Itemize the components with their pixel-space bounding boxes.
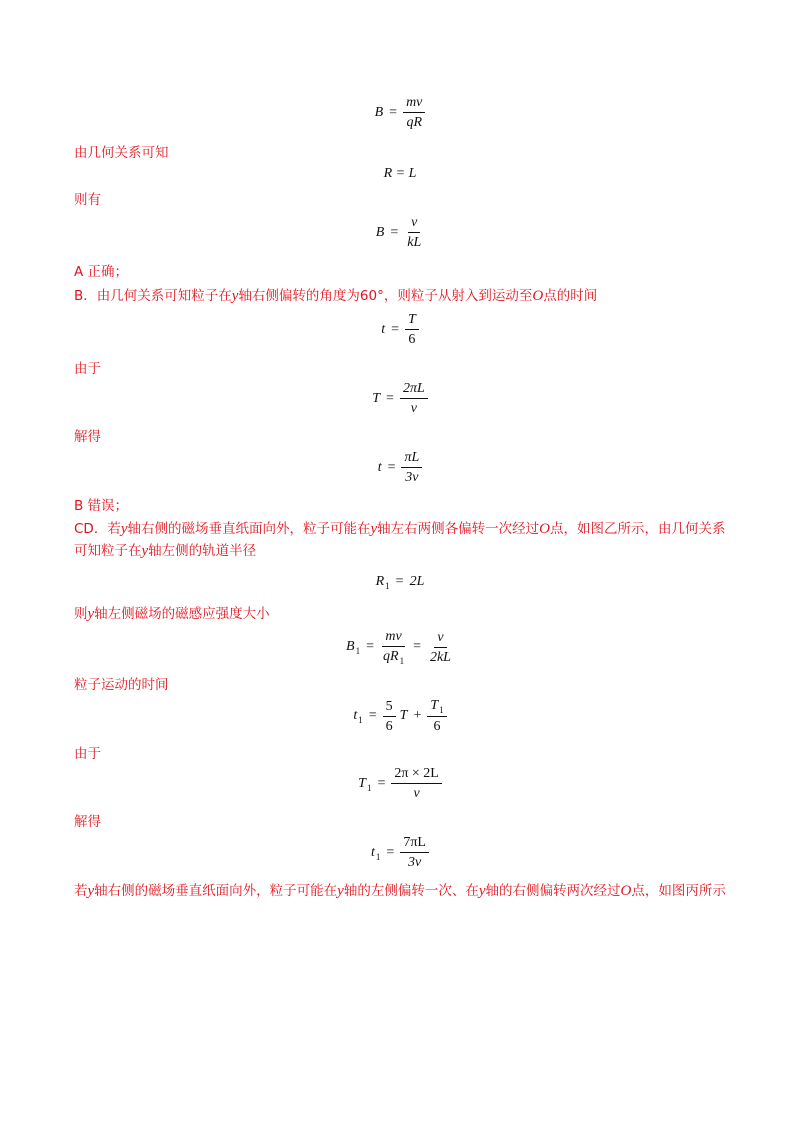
eq-operator: =: [391, 321, 399, 337]
fraction-numerator: 7πL: [400, 834, 429, 853]
eq-subscript: 1: [366, 782, 372, 793]
variable-o: O: [539, 521, 551, 537]
paragraph-then: 则有: [74, 192, 101, 208]
eq-subscript: 1: [385, 581, 390, 591]
paragraph-b-explanation: [74, 286, 597, 306]
paragraph-cd-explanation: [74, 518, 726, 562]
text-run: 轴左侧的轨道半径: [148, 543, 257, 559]
eq-subscript: 1: [355, 646, 361, 656]
variable-y: y: [231, 288, 239, 304]
eq-operator: =: [366, 639, 374, 654]
fraction-numerator: mv: [382, 628, 404, 647]
fraction: [404, 214, 424, 251]
text-run: 轴右侧偏转的角度为60°，则粒子从射入到运动至: [238, 288, 533, 304]
equation-b1: [0, 628, 800, 666]
fraction: [391, 765, 442, 802]
eq-symbol: T: [372, 390, 381, 406]
fraction-denominator: 3v: [405, 470, 419, 485]
fraction: [427, 697, 446, 735]
eq-subscript: 1: [399, 656, 405, 666]
text-run: 点，如图乙所示，由几何关系可知粒子在: [74, 521, 726, 559]
fraction: [427, 629, 454, 666]
equation-t-t6: [0, 311, 800, 348]
numerator-base: T: [430, 698, 439, 713]
eq-symbol: B: [374, 104, 384, 120]
text-run: 轴的左侧偏转一次、在: [343, 883, 479, 899]
eq-operator: =: [368, 708, 377, 723]
eq-symbol: [376, 574, 390, 590]
eq-symbol: [371, 845, 380, 861]
equation-t-result: [0, 449, 800, 486]
eq-value: 2L: [409, 574, 425, 589]
fraction-denominator: 3v: [408, 855, 422, 870]
fraction-denominator: 2kL: [429, 649, 451, 665]
text-run: 轴右侧的磁场垂直纸面向外，粒子可能在: [94, 883, 338, 899]
eq-operator: +: [413, 708, 422, 723]
fraction-denominator: qR: [406, 115, 422, 130]
eq-operator: =: [386, 390, 394, 406]
fraction: [401, 449, 422, 486]
fraction-denominator: v: [413, 786, 420, 801]
eq-subscript: 1: [358, 715, 363, 725]
variable-y: y: [337, 883, 344, 899]
equation-b-v-kl: [0, 214, 800, 251]
variable-y: y: [370, 521, 378, 537]
eq-symbol: [358, 776, 371, 792]
eq-operator: =: [386, 844, 395, 860]
eq-symbol: t: [381, 321, 386, 337]
eq-subscript: 1: [375, 851, 381, 862]
equation-period: [0, 380, 800, 417]
fraction-denominator: kL: [407, 235, 422, 250]
eq-symbol-base: t: [371, 844, 375, 860]
equation-t1-sum: [0, 697, 800, 735]
paragraph-solve-2: 解得: [74, 814, 101, 830]
text-run: 轴的右侧偏转两次经过: [485, 883, 621, 899]
text-run: 轴右侧的磁场垂直纸面向外，粒子可能在: [127, 521, 371, 537]
variable-y: y: [87, 606, 95, 622]
denominator-base: qR: [383, 649, 399, 664]
text-run: 若: [74, 883, 88, 899]
eq-subscript: 1: [439, 705, 444, 715]
fraction: [403, 94, 425, 131]
fraction-denominator: v: [410, 401, 417, 416]
variable-y: y: [478, 883, 486, 899]
variable-o: O: [620, 883, 632, 899]
variable-y: y: [141, 543, 149, 559]
fraction-numerator: 2πL: [400, 380, 428, 399]
text-run: 则: [74, 606, 88, 622]
eq-symbol-base: B: [346, 639, 355, 654]
paragraph-geometry: 由几何关系可知: [74, 145, 169, 161]
fraction: [400, 380, 428, 417]
paragraph-left-field: [74, 604, 270, 624]
paragraph-b-wrong: B 错误；: [74, 498, 129, 514]
eq-symbol-base: T: [358, 775, 366, 791]
eq-symbol: B: [375, 224, 385, 240]
fraction-denominator: 6: [433, 719, 441, 734]
text-run: 轴左侧磁场的磁感应强度大小: [94, 606, 270, 622]
text-run: CD．若: [74, 521, 121, 537]
fraction: [405, 311, 419, 348]
fraction: [400, 834, 429, 871]
equation-r-l: R = L: [383, 166, 417, 181]
variable-y: y: [120, 521, 128, 537]
fraction-denominator: 6: [385, 718, 393, 734]
eq-operator: =: [387, 459, 396, 475]
eq-symbol: t: [377, 459, 382, 475]
eq-symbol: [346, 639, 360, 655]
eq-symbol: T: [399, 708, 408, 723]
eq-operator: =: [395, 574, 404, 589]
fraction-numerator: v: [434, 629, 446, 648]
paragraph-a-correct: A 正确；: [74, 264, 129, 280]
eq-operator: =: [389, 104, 398, 120]
fraction-numerator: mv: [403, 94, 425, 113]
paragraph-last-case: [74, 880, 726, 902]
eq-symbol: [353, 708, 362, 724]
paragraph-motion-time: 粒子运动的时间: [74, 677, 169, 693]
fraction-numerator: [427, 697, 446, 717]
fraction-denominator: 6: [408, 332, 416, 347]
fraction-numerator: 2π × 2L: [391, 765, 442, 784]
text-run: 点，如图丙所示: [631, 883, 726, 899]
text-run: B．由几何关系可知粒子在: [74, 288, 232, 304]
paragraph-since-1: 由于: [74, 361, 101, 377]
eq-operator: =: [377, 775, 386, 791]
text-run: 轴左右两侧各偏转一次经过: [377, 521, 540, 537]
text-run: 点的时间: [543, 288, 598, 304]
fraction-numerator: πL: [401, 449, 422, 468]
fraction-numerator: T: [405, 311, 419, 330]
eq-operator: =: [390, 224, 399, 240]
eq-symbol-base: t: [353, 708, 358, 723]
paragraph-solve-1: 解得: [74, 429, 101, 445]
equation-t1-period: [0, 765, 800, 802]
variable-o: O: [532, 288, 544, 304]
fraction: [383, 698, 396, 735]
fraction-denominator: [380, 647, 407, 666]
eq-symbol-base: R: [375, 574, 385, 589]
equation-b-mv-qr: [0, 94, 800, 131]
fraction-numerator: 5: [383, 698, 396, 717]
eq-operator: =: [413, 639, 421, 654]
paragraph-since-2: 由于: [74, 746, 101, 762]
equation-t1-result: [0, 834, 800, 871]
variable-y: y: [87, 883, 95, 899]
fraction: [380, 628, 407, 666]
fraction-numerator: v: [408, 214, 420, 233]
equation-r1: [0, 574, 800, 590]
